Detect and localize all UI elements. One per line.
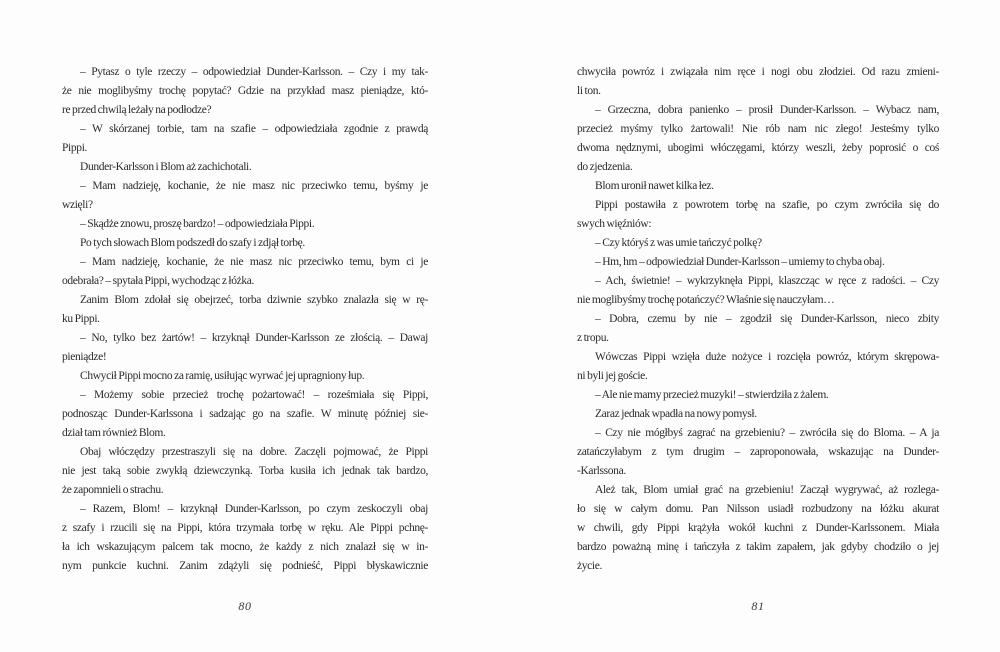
text-line: zatańczyłabym z tym drugim – zaproponowała, wskazując na Dunder- <box>577 446 939 458</box>
text-line: dwoma nędznymi, ubogimi włóczęgami, którzy weszli, żeby poprosić o coś <box>577 142 939 154</box>
text-line: li ton. <box>577 85 601 97</box>
text-line: ło się w całym domu. Pan Nilsson usiadł rozbudzony na łóżku akurat <box>577 503 939 515</box>
text-line: – Hm, hm – odpowiedział Dunder-Karlsson – umiemy to chyba obaj. <box>595 256 885 268</box>
text-line: – No, tylko bez żartów! – krzyknął Dunder-Karlsson ze złością. – Dawaj <box>80 332 428 344</box>
text-line: z szafy i rzucili się na Pippi, która trzymała torbę w ręku. Ale Pippi pchnę- <box>62 522 428 534</box>
text-line: – Czy któryś z was umie tańczyć polkę? <box>595 237 762 249</box>
text-line: Dunder-Karlsson i Blom aż zachichotali. <box>80 161 252 173</box>
text-line: – Skądże znowu, proszę bardzo! – odpowiedziała Pippi. <box>80 218 315 230</box>
text-line: że zapomnieli o strachu. <box>62 484 164 496</box>
text-line: – Razem, Blom! – krzyknął Dunder-Karlsson, po czym zeskoczyli obaj <box>80 503 428 515</box>
text-line: bardzo poważną minę i tańczyła z takim zapałem, jak gdyby chodziło o jej <box>577 541 939 553</box>
text-line: nym punkcie kuchni. Zanim zdążyli się podnieść, Pippi błyskawicznie <box>62 560 428 572</box>
text-line: – Czy nie mógłbyś zagrać na grzebieniu? – zwróciła się do Bloma. – A ja <box>595 427 939 439</box>
text-line: Chwycił Pippi mocno za ramię, usiłując wyrwać jej upragniony łup. <box>80 370 365 382</box>
text-line: Po tych słowach Blom podszedł do szafy i zdjął torbę. <box>80 237 305 249</box>
text-line: – Ale nie mamy przecież muzyki! – stwierdziła z żalem. <box>595 389 829 401</box>
page-number-right: 81 <box>751 599 765 613</box>
text-line: Blom uronił nawet kilka łez. <box>595 180 714 192</box>
book-page-left <box>62 0 428 652</box>
text-line: chwyciła powróz i związała nim ręce i nogi obu złodziei. Od razu zmieni- <box>577 66 939 78</box>
text-line: Pippi. <box>62 142 88 154</box>
text-line: w chwili, gdy Pippi krążyła wokół kuchni z Dunder-Karlssonem. Miała <box>577 522 939 534</box>
text-line: że nie moglibyśmy trochę popytać? Gdzie na przykład masz pieniądze, któ- <box>62 85 428 97</box>
text-line: do zjedzenia. <box>577 161 633 173</box>
text-line: – Grzeczna, dobra panienko – prosił Dunder-Karlsson. – Wybacz nam, <box>595 104 939 116</box>
text-line: odebrała? – spytała Pippi, wychodząc z łóżka. <box>62 275 255 287</box>
text-line: podnosząc Dunder-Karlssona i sadzając go na szafie. W minutę później sie- <box>62 408 428 420</box>
text-line: – Mam nadzieję, kochanie, że nie masz nic przeciwko temu, byśmy je <box>80 180 428 192</box>
text-line: ku Pippi. <box>62 313 100 325</box>
text-line: ni byli jej goście. <box>577 370 648 382</box>
text-line: ła ich wskazującym palcem tak mocno, że każdy z nich znalazł się w in- <box>62 541 428 553</box>
text-line: – Ach, świetnie! – wykrzyknęła Pippi, klaszcząc w ręce z radości. – Czy <box>595 275 939 287</box>
text-line: – Mam nadzieję, kochanie, że nie masz nic przeciwko temu, bym ci je <box>80 256 428 268</box>
page-text-left <box>62 63 428 576</box>
text-line: nie jest taką sobie zwykłą dziewczynką. Torba kusiła ich jednak tak bardzo, <box>62 465 428 477</box>
text-line: Zanim Blom zdołał się obejrzeć, torba dziwnie szybko znalazła się w rę- <box>80 294 428 306</box>
page-number-left: 80 <box>238 599 252 613</box>
text-line: Obaj włóczędzy przestraszyli się na dobre. Zaczęli pojmować, że Pippi <box>80 446 428 458</box>
text-line: re przed chwilą leżały na podłodze? <box>62 104 212 116</box>
text-line: – Pytasz o tyle rzeczy – odpowiedział Dunder-Karlsson. – Czy i my tak- <box>80 66 428 78</box>
text-line: – Możemy sobie przecież trochę pożartować! – roześmiała się Pippi, <box>80 389 428 401</box>
text-line: – W skórzanej torbie, tam na szafie – odpowiedziała zgodnie z prawdą <box>80 123 428 135</box>
text-line: Wówczas Pippi wzięła duże nożyce i rozcięła powróz, którym skrępowa- <box>595 351 939 363</box>
text-line: dział tam również Blom. <box>62 427 166 439</box>
text-line: -Karlssona. <box>577 465 626 477</box>
text-line: Zaraz jednak wpadła na nowy pomysł. <box>595 408 757 420</box>
text-line: z tropu. <box>577 332 609 344</box>
text-line: – Dobra, czemu by nie – zgodził się Dunder-Karlsson, nieco zbity <box>595 313 939 325</box>
book-page-right <box>577 0 939 652</box>
text-line: nie moglibyśmy trochę potańczyć? Właśnie się nauczyłam… <box>577 294 835 306</box>
text-line: wzięli? <box>62 199 93 211</box>
text-line: Pippi postawiła z powrotem torbę na szafie, po czym zwróciła się do <box>595 199 939 211</box>
text-line: swych więźniów: <box>577 218 652 230</box>
page-text-right <box>577 63 939 576</box>
text-line: życie. <box>577 560 603 572</box>
text-line: przecież myśmy tylko żartowali! Nie rób nam nic złego! Jesteśmy tylko <box>577 123 939 135</box>
text-line: pieniądze! <box>62 351 107 363</box>
text-line: Ależ tak, Blom umiał grać na grzebieniu! Zaczął wygrywać, aż rozlega- <box>595 484 939 496</box>
